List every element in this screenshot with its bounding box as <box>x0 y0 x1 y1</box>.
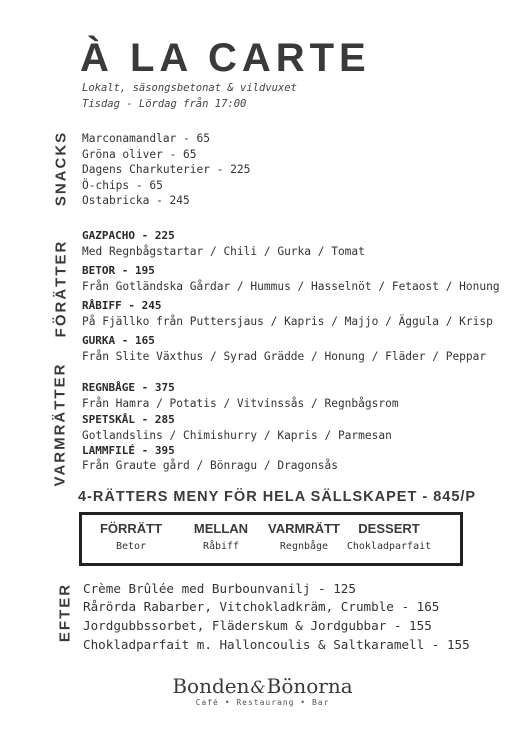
section-label-efter: EFTER <box>56 582 74 643</box>
snack-item: Ostabricka - 245 <box>82 194 190 207</box>
dish-description: Med Regnbågstartar / Chili / Gurka / Tomat <box>82 245 365 258</box>
dessert-item: Rårörda Rabarber, Vitchokladkräm, Crumble - 165 <box>83 599 440 614</box>
snack-item: Marconamandlar - 65 <box>82 132 210 145</box>
course-heading: VARMRÄTT <box>268 521 340 536</box>
course-heading: FÖRRÄTT <box>99 521 163 536</box>
set-menu-course <box>98 521 164 552</box>
snack-item: Gröna oliver - 65 <box>82 148 197 161</box>
dessert-item: Jordgubbssorbet, Fläderskum & Jordgubbar - 155 <box>83 618 432 633</box>
set-menu-title: 4-RÄTTERS MENY FÖR HELA SÄLLSKAPET - 845/P <box>78 489 477 505</box>
dish-name: RÅBIFF - 245 <box>82 299 162 312</box>
section-label-forratter: FÖRÄTTER <box>52 239 70 338</box>
dish-name: LAMMFILÉ - 395 <box>82 444 175 457</box>
dish-description: Från Slite Växthus / Syrad Grädde / Honung / Fläder / Peppar <box>82 350 487 363</box>
logo <box>0 674 525 698</box>
logo-text-left: Bonden <box>172 674 250 698</box>
course-dish: Regnbåge <box>279 541 329 552</box>
set-menu-course <box>344 521 434 552</box>
dish-name: SPETSKÅL - 285 <box>82 413 175 426</box>
snack-item: Dagens Charkuterier - 225 <box>82 163 251 176</box>
set-menu-course <box>266 521 342 552</box>
snack-item: Ö-chips - 65 <box>82 179 163 192</box>
subtitle-hours: Tisdag - Lördag från 17:00 <box>82 98 247 110</box>
dish-name: GAZPACHO - 225 <box>82 229 175 242</box>
dish-description: Gotlandslins / Chimishurry / Kapris / Parmesan <box>82 429 392 442</box>
dish-description: Från Graute gård / Bönragu / Dragonsås <box>82 459 338 472</box>
dish-name: BETOR - 195 <box>82 264 155 277</box>
course-heading: DESSERT <box>358 521 420 536</box>
set-menu-course <box>186 521 256 552</box>
course-heading: MELLAN <box>193 521 249 536</box>
course-dish: Råbiff <box>202 541 240 552</box>
course-dish: Chokladparfait <box>346 541 432 552</box>
dish-name: REGNBÅGE - 375 <box>82 381 175 394</box>
logo-tagline: Café • Restaurang • Bar <box>195 698 330 707</box>
logo-text-right: Bönorna <box>266 674 353 698</box>
subtitle-tagline: Lokalt, säsongsbetonat & vildvuxet <box>82 82 297 94</box>
logo-ampersand: & <box>250 678 266 698</box>
section-label-varmratter: VARMRÄTTER <box>51 362 69 487</box>
dessert-item: Chokladparfait m. Halloncoulis & Saltkaramell - 155 <box>83 637 470 652</box>
dish-description: Från Hamra / Potatis / Vitvinssås / Regnbågsrom <box>82 397 399 410</box>
section-label-snacks: SNACKS <box>52 130 70 207</box>
page-title: À LA CARTE <box>80 36 371 80</box>
set-menu-box <box>79 512 463 566</box>
dessert-item: Crème Brûlée med Burbounvanilj - 125 <box>83 581 356 596</box>
dish-name: GURKA - 165 <box>82 334 155 347</box>
course-dish: Betor <box>115 541 147 552</box>
dish-description: På Fjällko från Puttersjaus / Kapris / Majjo / Äggula / Krisp <box>82 315 493 328</box>
dish-description: Från Gotländska Gårdar / Hummus / Hasselnöt / Fetaost / Honung <box>82 280 500 293</box>
